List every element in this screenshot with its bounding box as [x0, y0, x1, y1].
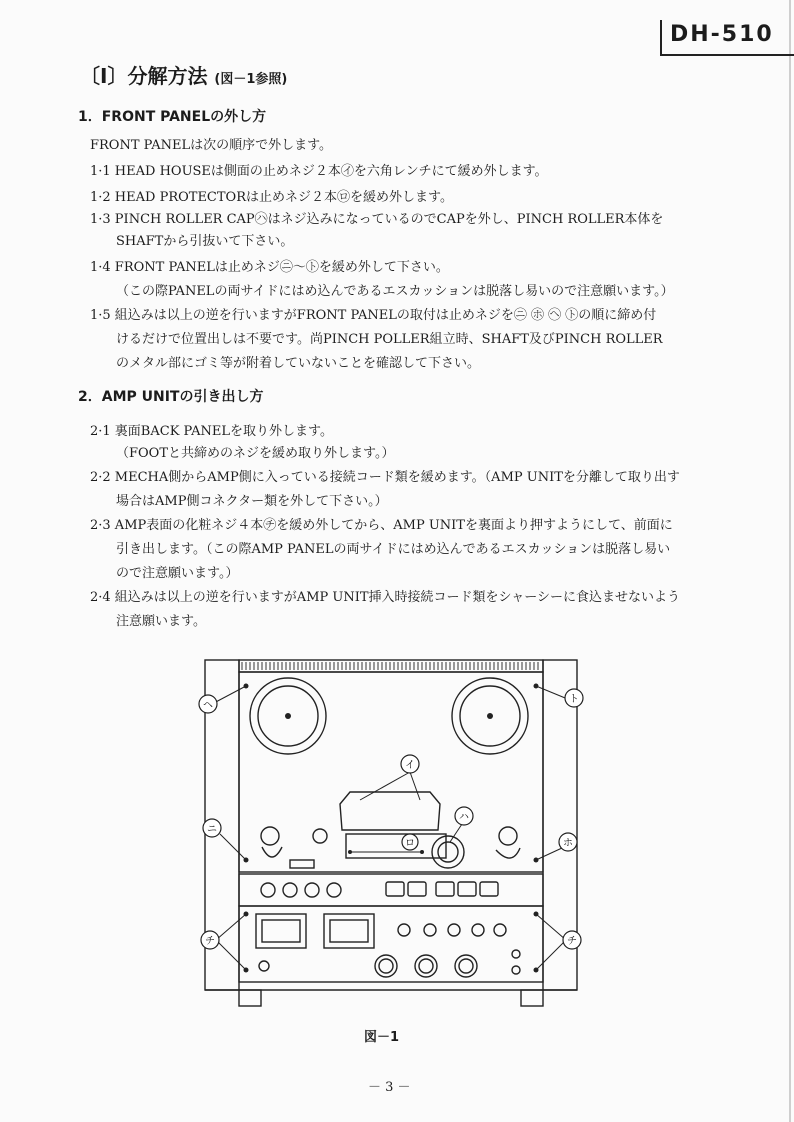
section2-heading: 2．AMP UNITの引き出し方 [78, 389, 264, 405]
callout-label-ni: ニ [207, 824, 217, 835]
page-title [80, 60, 287, 89]
step-1-5-cont1: けるだけで位置出しは不要です。尚PINCH POLLER組立時、SHAFT及びPINCH ROLLER [116, 332, 663, 347]
callout-label-chi-right: チ [567, 936, 577, 947]
step-2-2-cont: 場合はAMP側コネクター類を外して下さい。） [116, 494, 388, 509]
page-number: － 3 － [368, 1080, 411, 1095]
step-1-3-cont: SHAFTから引抜いて下さい。 [116, 234, 294, 249]
model-number: DH-510 [670, 22, 774, 47]
scan-edge [789, 0, 791, 1122]
callout-label-to: ト [569, 694, 579, 705]
step-2-2: 2·2 MECHA側からAMP側に入っている接続コード類を緩めます。（AMP UNITを分離して取り出す [90, 470, 680, 485]
step-1-4-note: （この際PANELの両サイドにはめ込んであるエスカッションは脱落し易いので注意願います。） [116, 284, 674, 299]
callout-label-ha: ハ [459, 812, 469, 823]
section1-heading: 1．FRONT PANELの外し方 [78, 109, 267, 125]
callout-label-i: イ [405, 760, 415, 771]
step-2-1: 2·1 裏面BACK PANELを取り外します。 [90, 424, 333, 439]
callout-label-ro: ロ [405, 838, 415, 849]
step-1-4: 1·4 FRONT PANELは止めネジ㋥～㋣を緩め外して下さい。 [90, 260, 449, 275]
deck-illustration [190, 652, 610, 1012]
figure-caption: 図－1 [364, 1030, 400, 1045]
step-2-3-cont1: 引き出します。（この際AMP PANELの両サイドにはめ込んであるエスカッションは脱落し易い [116, 542, 671, 557]
step-2-4-cont: 注意願います。 [116, 614, 206, 629]
step-1-5-cont2: のメタル部にゴミ等が附着していないことを確認して下さい。 [116, 356, 481, 371]
callout-label-ho: ホ [563, 838, 573, 849]
step-1-5: 1·5 組込みは以上の逆を行いますがFRONT PANELの取付は止めネジを㋥ ㋭ ㋬ ㋣の順に締め付 [90, 308, 657, 323]
step-2-3-cont2: ので注意願います。） [116, 566, 239, 581]
step-1-3: 1·3 PINCH ROLLER CAP㋩はネジ込みになっているのでCAPを外し、PINCH ROLLER本体を [90, 212, 664, 227]
step-2-4: 2·4 組込みは以上の逆を行いますがAMP UNIT挿入時接続コード類をシャーシーに食込ませないよう [90, 590, 681, 605]
title-sub: (図－1参照) [214, 72, 288, 87]
step-1-2: 1·2 HEAD PROTECTORは止めネジ２本㋺を緩め外します。 [90, 190, 453, 205]
step-2-3: 2·3 AMP表面の化粧ネジ４本㋠を緩め外してから、AMP UNITを裏面より押すようにして、前面に [90, 518, 673, 533]
callout-label-he: ヘ [203, 700, 213, 711]
step-1-1: 1·1 HEAD HOUSEは側面の止めネジ２本㋑を六角レンチにて緩め外します。 [90, 164, 548, 179]
title-main: 〔I〕分解方法 [80, 64, 208, 88]
section1-intro: FRONT PANELは次の順序で外します。 [90, 138, 333, 153]
step-2-1-note: （FOOTと共締めのネジを緩め取り外します。） [116, 446, 395, 461]
callout-label-chi-left: チ [205, 936, 215, 947]
